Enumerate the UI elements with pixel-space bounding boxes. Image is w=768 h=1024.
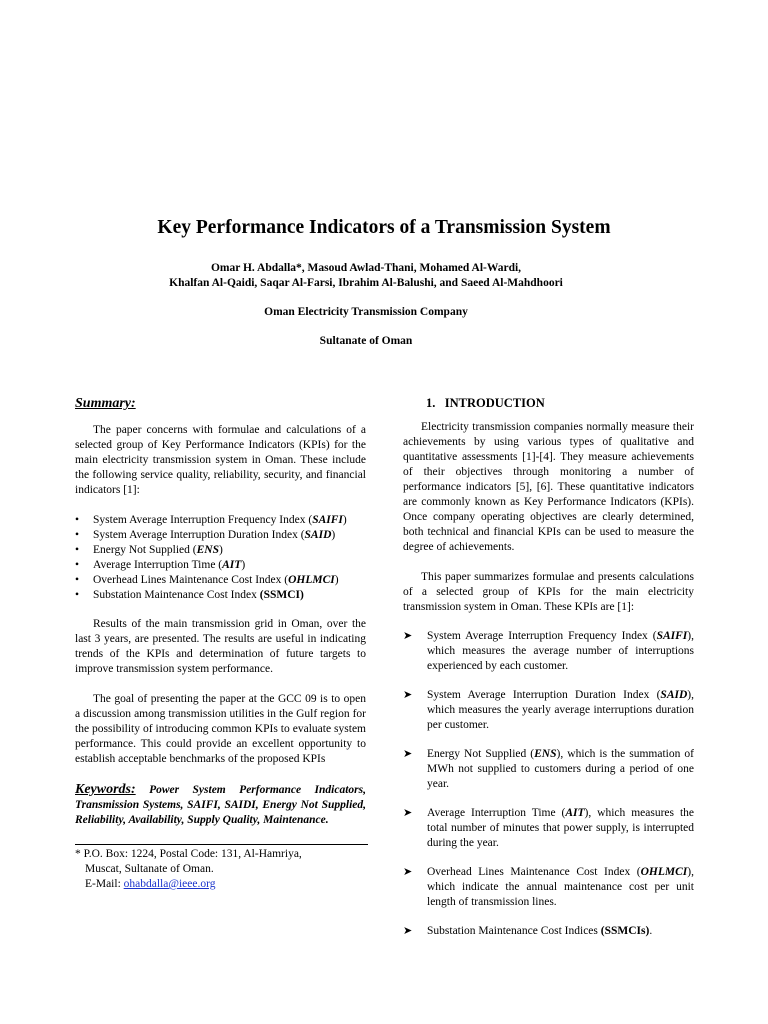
list-item: • Overhead Lines Maintenance Cost Index (OHLMCI) <box>75 574 339 586</box>
intro-paragraph-2: This paper summarizes formulae and presents calculations of a selected group of KPIs for the main electricity transmission system in Oman. These KPIs are [1]: <box>403 571 694 613</box>
bullet-icon: • <box>75 544 80 556</box>
keywords <box>75 782 366 828</box>
bullet-icon: • <box>75 574 80 586</box>
arrow-bullet-icon: ➤ <box>403 748 413 760</box>
footnote-line-2: Muscat, Sultanate of Oman. <box>85 863 214 875</box>
list-item: • System Average Interruption Frequency Index (SAIFI) <box>75 514 347 526</box>
left-column <box>75 395 366 892</box>
footnote-email: E-Mail: ohabdalla@ieee.org <box>85 878 216 890</box>
arrow-bullet-icon: ➤ <box>403 630 413 642</box>
bullet-icon: • <box>75 529 80 541</box>
kpi-arrow-list <box>403 629 694 939</box>
footnote-line-1: * P.O. Box: 1224, Postal Code: 131, Al-Hamriya, <box>75 848 302 860</box>
footnote-divider <box>75 844 368 845</box>
keywords-text: Power System Performance Indicators, Transmission Systems, SAIFI, SAIDI, Energy Not Supplied, Reliability, Availability, Supply Quality, Maintenance. <box>75 784 366 826</box>
list-item: • System Average Interruption Duration Index (SAID) <box>75 529 336 541</box>
list-item: ➤ System Average Interruption Duration Index (SAID), which measures the yearly average interruptions duration per customer. <box>403 689 694 731</box>
keywords-label: Keywords: <box>75 782 136 797</box>
list-item: ➤ Average Interruption Time (AIT), which measures the total number of minutes that power supply, is interrupted during the year. <box>403 807 694 849</box>
footnote <box>75 847 366 892</box>
arrow-bullet-icon: ➤ <box>403 689 413 701</box>
paper-title: Key Performance Indicators of a Transmission System <box>157 217 611 238</box>
bullet-icon: • <box>75 589 80 601</box>
country: Sultanate of Oman <box>319 335 413 347</box>
bullet-icon: • <box>75 559 80 571</box>
affiliation: Oman Electricity Transmission Company <box>264 306 468 318</box>
author-list <box>0 261 732 291</box>
arrow-bullet-icon: ➤ <box>403 925 413 937</box>
list-item: • Substation Maintenance Cost Index (SSMCI) <box>75 589 304 601</box>
kpi-bullet-list <box>75 513 366 603</box>
list-item: ➤ Overhead Lines Maintenance Cost Index (OHLMCI), which indicate the annual maintenance cost per unit length of transmission lines. <box>403 866 694 908</box>
list-item: • Energy Not Supplied (ENS) <box>75 544 223 556</box>
summary-paragraph-1: The paper concerns with formulae and calculations of a selected group of Key Performance Indicators (KPIs) for the main electricity transmission system in Oman. These include the following service quality, reliability, security, and financial indicators [1]: <box>75 424 366 496</box>
summary-heading: Summary: <box>75 396 136 411</box>
email-link[interactable]: ohabdalla@ieee.org <box>123 878 216 890</box>
list-item: ➤ System Average Interruption Frequency Index (SAIFI), which measures the average number of interruptions experienced by each customer. <box>403 630 694 672</box>
list-item: ➤ Substation Maintenance Cost Indices (SSMCIs). <box>403 925 653 937</box>
right-column <box>403 395 694 939</box>
list-item: ➤ Energy Not Supplied (ENS), which is the summation of MWh not supplied to customers during a period of one year. <box>403 748 694 790</box>
bullet-icon: • <box>75 514 80 526</box>
arrow-bullet-icon: ➤ <box>403 807 413 819</box>
list-item: • Average Interruption Time (AIT) <box>75 559 246 571</box>
summary-paragraph-3: The goal of presenting the paper at the GCC 09 is to open a discussion among transmission utilities in the Gulf region for the possibility of introducing common KPIs to evaluate system performance. This could provide an excellent opportunity to establish acceptable benchmarks of the proposed KPIs <box>75 693 366 765</box>
intro-paragraph-1: Electricity transmission companies normally measure their achievements by using various types of qualitative and quantitative assessments [1]-[4]. They measure achievements of their objectives through monitoring a number of performance indicators [5], [6]. These quantitative indicators are commonly known as Key Performance Indicators (KPIs). Once company operating objectives are clearly determined, both technical and financial KPIs can be used to measure the degree of achievements. <box>403 421 694 553</box>
arrow-bullet-icon: ➤ <box>403 866 413 878</box>
introduction-heading: 1. INTRODUCTION <box>426 396 545 410</box>
authors-line-2: Khalfan Al-Qaidi, Saqar Al-Farsi, Ibrahim Al-Balushi, and Saeed Al-Mahdhoori <box>169 277 563 289</box>
summary-paragraph-2: Results of the main transmission grid in Oman, over the last 3 years, are presented. The results are useful in indicating trends of the KPIs and determination of future targets to improve transmission system performance. <box>75 618 366 675</box>
authors-line-1: Omar H. Abdalla*, Masoud Awlad-Thani, Mohamed Al-Wardi, <box>210 262 522 274</box>
